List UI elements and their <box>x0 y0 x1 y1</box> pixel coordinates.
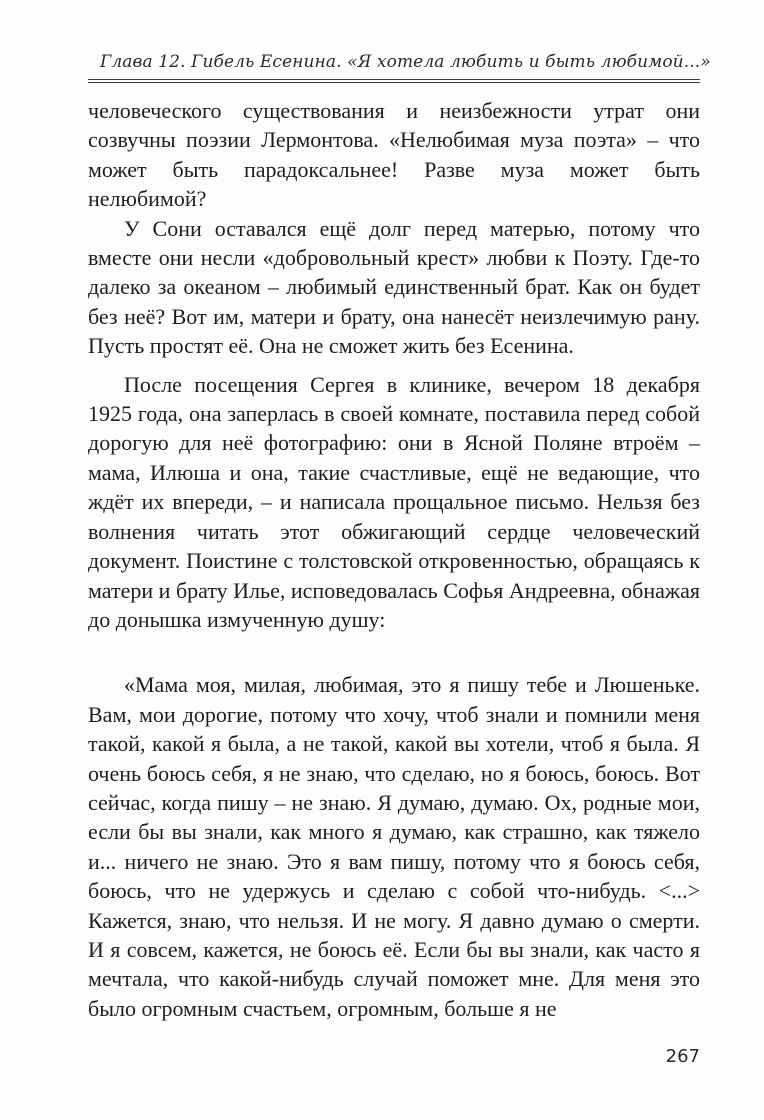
header-rule-top <box>88 79 700 80</box>
paragraph-continued: человеческого существования и неизбежности утрат они созвучны поэзии Лермонтова. «Нелюбимая муза поэта» – что может быть парадоксальнее! Разве муза может быть нелюбимой? <box>88 98 700 212</box>
body-text <box>88 96 700 1023</box>
running-head: Глава 12. Гибель Есенина. «Я хотела любить и быть любимой...» <box>100 52 711 72</box>
header-rule-bottom <box>88 82 700 83</box>
page-number: 267 <box>665 1046 700 1067</box>
paragraph: У Сони оставался ещё долг перед матерью, потому что вместе они несли «добровольный крест» любви к Поэту. Где-то далеко за океаном – любимый единственный брат. Как он будет без неё? Вот им, матери и брату, она нанесёт неизлечимую рану. Пусть простят её. Она не сможет жить без Есенина. <box>88 215 700 359</box>
letter-quote: «Мама моя, милая, любимая, это я пишу тебе и Люшеньке. Вам, мои дорогие, потому что хочу, чтоб знали и помнили меня такой, какой я была, а не такой, какой вы хотели, чтоб я была. Я очень боюсь себя, я не знаю, что сделаю, но я боюсь, боюсь. Вот сейчас, когда пишу – не знаю. Я думаю, думаю. Ох, родные мои, если бы вы знали, как много я думаю, как страшно, как тяжело и... ничего не знаю. Это я вам пишу, потому что я боюсь себя, боюсь, что не удержусь и сделаю с собой что-нибудь. <...> Кажется, знаю, что нельзя. И не могу. Я давно думаю о смерти. И я совсем, кажется, не боюсь её. Если бы вы знали, как часто я мечтала, что какой-нибудь случай поможет мне. Для меня это было огромным счастьем, огромным, больше я не <box>88 672 700 1021</box>
paragraph: После посещения Сергея в клинике, вечером 18 декабря 1925 года, она заперлась в своей комнате, поставила перед собой дорогую для неё фотографию: они в Ясной Поляне втроём – мама, Илюша и она, такие счастливые, ещё не ведающие, что ждёт их впереди, – и написала прощальное письмо. Нельзя без волнения читать этот обжигающий сердце человеческий документ. Поистине с толстовской откровенностью, обращаясь к матери и брату Илье, исповедовалась Софья Андреевна, обнажая до донышка измученную душу: <box>88 371 700 632</box>
